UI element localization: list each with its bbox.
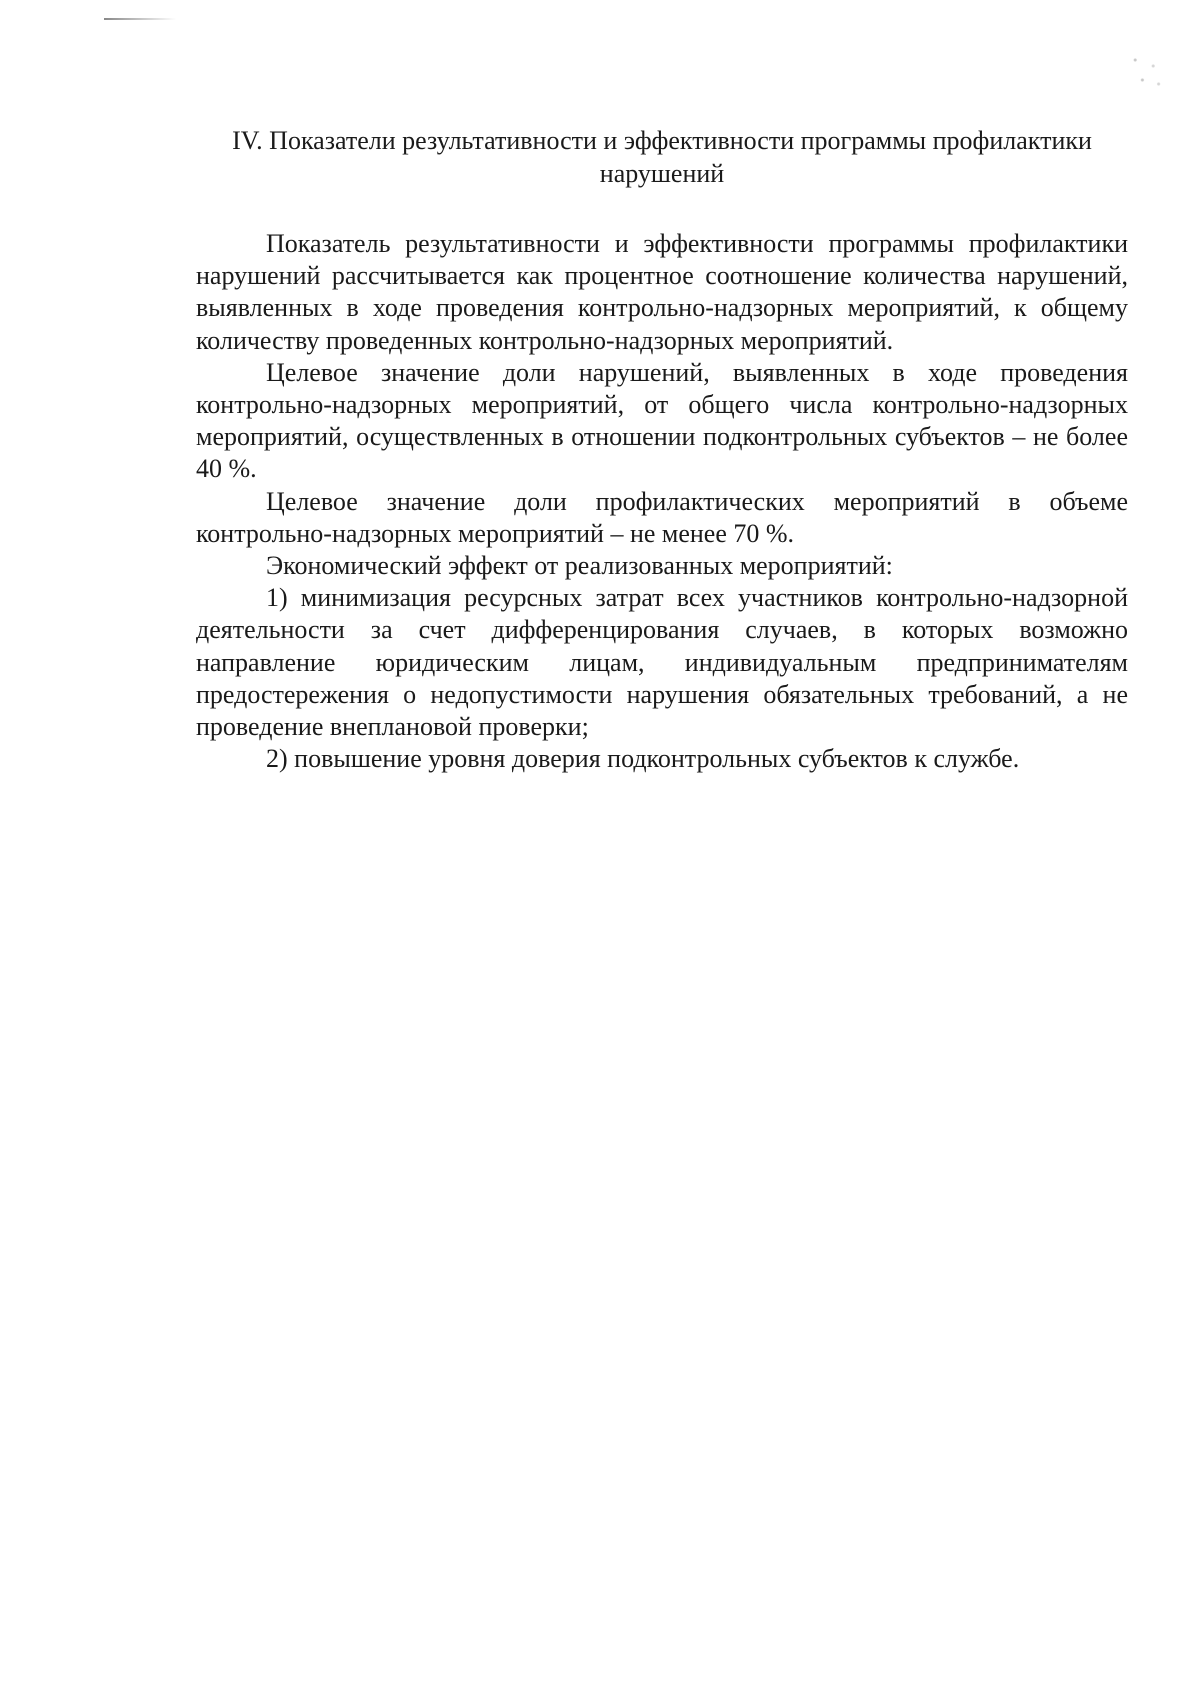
- section-heading-line-2: нарушений: [599, 159, 725, 188]
- paragraph-economic-effect: Экономический эффект от реализованных мероприятий:: [266, 551, 893, 581]
- section-heading-line-1: IV. Показатели результативности и эффективности программы профилактики: [232, 126, 1092, 155]
- scan-artifact-mark: [104, 18, 176, 20]
- list-item-cost-minimization: 1) минимизация ресурсных затрат всех участников контрольно-надзорной деятельности за счет дифференцирования случаев, в которых возможно направление юридическим лицам, индивидуальным предпринимателям предостережения о недопустимости нарушения обязательных требований, а не проведение внеплановой проверки;: [196, 583, 1128, 742]
- paragraph-indicator-definition: Показатель результативности и эффективности программы профилактики нарушений рассчитывается как процентное соотношение количества нарушений, выявленных в ходе проведения контрольно-надзорных мероприятий, к общему количеству проведенных контрольно-надзорных мероприятий.: [196, 229, 1128, 355]
- scan-artifact-speckle: [1128, 52, 1164, 92]
- list-item-trust-increase: 2) повышение уровня доверия подконтрольных субъектов к службе.: [266, 744, 1020, 774]
- paragraph-violations-target: Целевое значение доли нарушений, выявленных в ходе проведения контрольно-надзорных мероприятий, от общего числа контрольно-надзорных мероприятий, осуществленных в отношении подконтрольных субъектов – не более 40 %.: [196, 357, 1128, 484]
- document-body: [196, 124, 1128, 775]
- paragraph-prevention-target: Целевое значение доли профилактических мероприятий в объеме контрольно-надзорных мероприятий – не менее 70 %.: [196, 486, 1128, 548]
- section-heading: [196, 124, 1128, 190]
